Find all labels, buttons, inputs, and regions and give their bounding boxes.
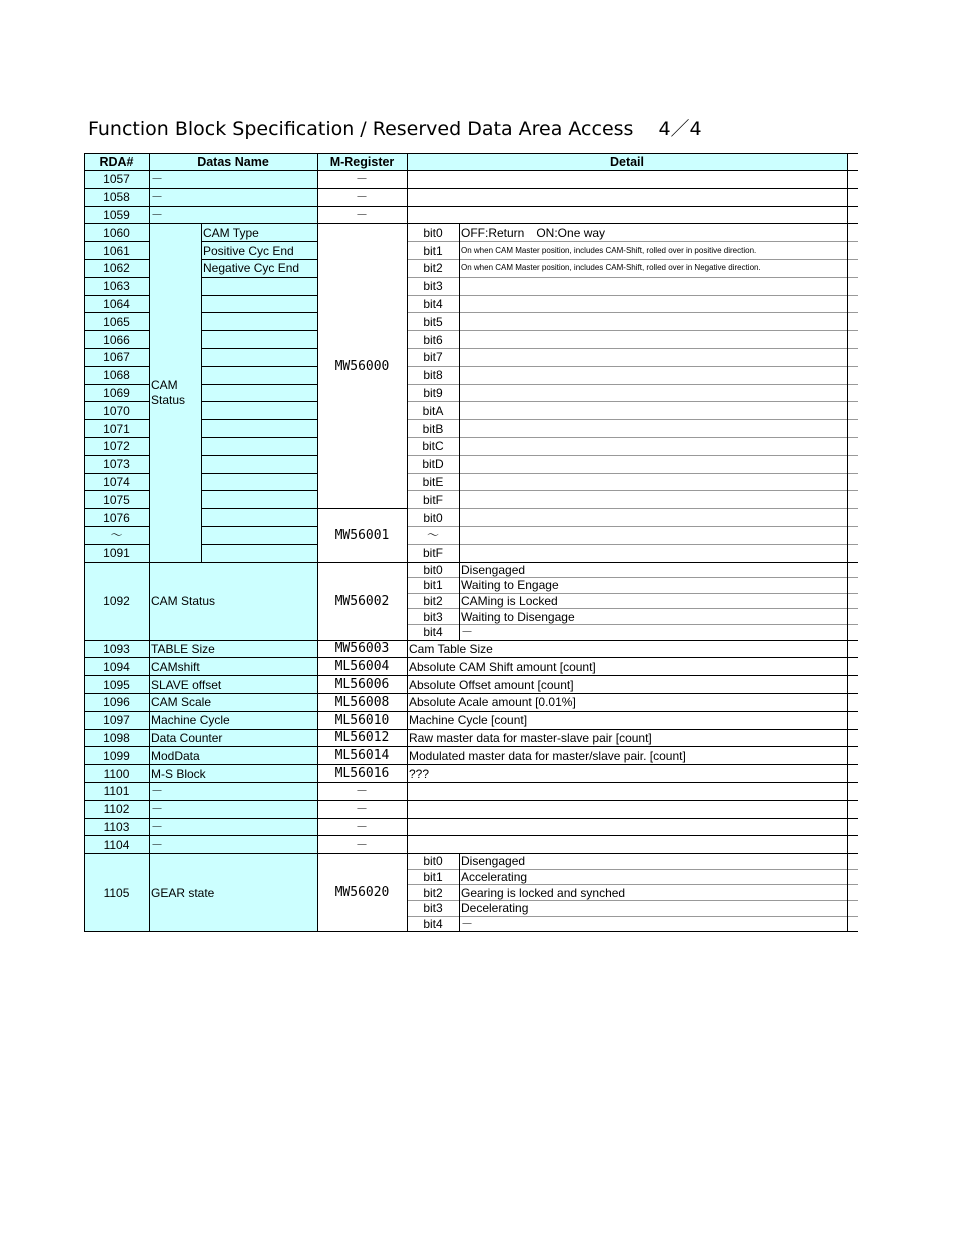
data-name: －	[151, 207, 164, 222]
grid-hline	[84, 348, 149, 349]
rda-number: 1070	[103, 403, 130, 418]
grid-hline	[201, 384, 317, 385]
bit-label: bitA	[422, 403, 444, 418]
data-name: SLAVE offset	[151, 677, 222, 692]
grid-hline	[84, 931, 858, 932]
bit-label: bit6	[423, 332, 443, 347]
m-register: ML56010	[334, 712, 390, 728]
grid-hline	[407, 366, 858, 367]
rda-number: 1075	[103, 492, 130, 507]
m-register: ML56014	[334, 748, 390, 764]
bit-label: bit3	[423, 901, 443, 916]
bit-description: CAMing is Locked	[461, 594, 558, 609]
rda-number: 1067	[103, 350, 130, 365]
bit-description: Gearing is locked and synched	[461, 885, 626, 900]
page-title: Function Block Specification / Reserved Data Area Access 4／4	[88, 118, 702, 140]
detail: Machine Cycle [count]	[409, 713, 528, 728]
data-name: M-S Block	[151, 766, 206, 781]
grid-hline	[84, 401, 149, 402]
bit-description: Disengaged	[461, 562, 526, 577]
grid-hline	[84, 544, 149, 545]
grid-hline	[407, 295, 858, 296]
grid-hline	[201, 401, 317, 402]
grid-hline	[201, 241, 317, 242]
bit-label: bit0	[423, 854, 443, 869]
data-name: －	[151, 802, 164, 817]
grid-hline	[84, 693, 149, 694]
rda-number: 1057	[103, 172, 130, 187]
rda-number: ～	[110, 528, 123, 543]
rda-number: 1094	[103, 659, 130, 674]
grid-hline	[407, 401, 858, 402]
grid-hline	[201, 490, 317, 491]
bit-label: bit5	[423, 314, 443, 329]
bit-description: Accelerating	[461, 870, 528, 885]
grid-hline	[149, 800, 858, 801]
bit-label: bitD	[422, 457, 444, 472]
grid-hline	[407, 437, 858, 438]
bit-description: －	[461, 625, 474, 640]
rda-number: 1098	[103, 730, 130, 745]
grid-hline	[407, 384, 858, 385]
rda-number: 1095	[103, 677, 130, 692]
grid-hline	[149, 764, 858, 765]
bit-description: Decelerating	[461, 901, 529, 916]
grid-hline	[84, 330, 149, 331]
m-register: ML56008	[334, 694, 390, 710]
data-name: －	[151, 190, 164, 205]
bit-label: bit3	[423, 279, 443, 294]
bit-description: OFF:Return ON:One way	[461, 225, 606, 240]
mreg-group: MW56000	[334, 358, 390, 374]
grid-hline	[149, 782, 858, 783]
grid-hline	[201, 508, 317, 509]
rda-table	[84, 153, 858, 932]
bit-label: bit4	[423, 916, 443, 931]
grid-hline	[407, 916, 858, 917]
grid-hline	[84, 782, 149, 783]
rda-number: 1072	[103, 439, 130, 454]
grid-hline	[84, 188, 149, 189]
rda-number: 1059	[103, 207, 130, 222]
header-m-register: M-Register	[317, 153, 407, 171]
bit-description: Waiting to Engage	[461, 578, 559, 593]
header-detail: Detail	[407, 153, 847, 171]
grid-hline	[149, 675, 858, 676]
m-register: －	[355, 837, 368, 852]
grid-hline	[84, 366, 149, 367]
m-register: ML56016	[334, 766, 390, 782]
grid-hline	[407, 593, 858, 594]
grid-hline	[201, 437, 317, 438]
grid-hline	[407, 473, 858, 474]
bit-description: Disengaged	[461, 854, 526, 869]
bit-description: On when CAM Master position, includes CAM-Shift, rolled over in positive direction.	[461, 245, 757, 255]
grid-hline	[84, 562, 149, 563]
grid-hline	[407, 241, 858, 242]
rda-number: 1074	[103, 474, 130, 489]
grid-hline	[201, 419, 317, 420]
grid-vline	[459, 854, 460, 932]
rda-number: 1076	[103, 510, 130, 525]
grid-hline	[84, 384, 149, 385]
data-name: Data Counter	[151, 730, 223, 745]
grid-hline	[149, 835, 858, 836]
grid-vline	[407, 153, 408, 932]
grid-hline	[407, 490, 858, 491]
rda-number: 1102	[103, 802, 130, 817]
rda-number: 1063	[103, 279, 130, 294]
grid-hline	[84, 675, 149, 676]
grid-hline	[84, 259, 149, 260]
grid-hline	[407, 330, 858, 331]
grid-hline	[201, 277, 317, 278]
m-register: MW56020	[334, 885, 390, 901]
rda-number: 1064	[103, 296, 130, 311]
bit-label: bit0	[423, 510, 443, 525]
rda-number: 1105	[103, 885, 130, 900]
bit-description: Waiting to Disengage	[461, 609, 575, 624]
rda-number: 1100	[103, 766, 130, 781]
data-name: CAM Status	[151, 594, 216, 609]
m-register: ML56012	[334, 730, 390, 746]
detail: ???	[409, 766, 430, 781]
grid-hline	[407, 508, 858, 509]
grid-hline	[149, 206, 858, 207]
data-name: －	[151, 837, 164, 852]
grid-hline	[84, 153, 858, 154]
grid-hline	[149, 562, 858, 563]
grid-hline	[84, 835, 149, 836]
grid-hline	[407, 312, 858, 313]
grid-hline	[84, 818, 149, 819]
grid-hline	[84, 419, 149, 420]
grid-hline	[84, 729, 149, 730]
m-register: －	[355, 207, 368, 222]
grid-hline	[201, 455, 317, 456]
grid-vline	[84, 153, 85, 932]
bit-description: －	[461, 916, 474, 931]
rda-number: 1060	[103, 225, 130, 240]
bit-label: bit7	[423, 350, 443, 365]
bit-label: bitF	[422, 546, 443, 561]
grid-hline	[201, 330, 317, 331]
m-register: －	[355, 802, 368, 817]
data-name: GEAR state	[151, 885, 215, 900]
rda-number: 1093	[103, 641, 130, 656]
grid-hline	[201, 312, 317, 313]
grid-hline	[149, 711, 858, 712]
grid-hline	[84, 526, 149, 527]
bit-label: bit1	[423, 578, 443, 593]
rda-number: 1068	[103, 368, 130, 383]
grid-hline	[84, 437, 149, 438]
rda-number: 1104	[103, 837, 130, 852]
rda-number: 1069	[103, 385, 130, 400]
grid-hline	[149, 693, 858, 694]
grid-hline	[149, 640, 858, 641]
bit-label: bitB	[422, 421, 444, 436]
rda-number: 1091	[103, 546, 130, 561]
sub-name: Negative Cyc End	[203, 261, 300, 276]
data-name: －	[151, 819, 164, 834]
grid-hline	[201, 544, 317, 545]
grid-vline	[201, 224, 202, 562]
grid-vline	[459, 224, 460, 562]
grid-hline	[149, 223, 858, 224]
grid-hline	[149, 657, 858, 658]
data-name: －	[151, 172, 164, 187]
m-register: ML56004	[334, 659, 390, 675]
grid-hline	[149, 729, 858, 730]
grid-hline	[407, 544, 858, 545]
grid-hline	[407, 526, 858, 527]
grid-hline	[84, 853, 149, 854]
rda-number: 1097	[103, 713, 130, 728]
detail: Cam Table Size	[409, 641, 493, 656]
grid-hline	[201, 473, 317, 474]
bit-label: bit4	[423, 296, 443, 311]
grid-hline	[407, 869, 858, 870]
grid-hline	[84, 295, 149, 296]
grid-hline	[201, 295, 317, 296]
rda-number: 1062	[103, 261, 130, 276]
header-datas-name: Datas Name	[149, 153, 317, 171]
grid-hline	[407, 900, 858, 901]
grid-hline	[407, 884, 858, 885]
m-register: －	[355, 190, 368, 205]
grid-hline	[84, 657, 149, 658]
grid-hline	[84, 764, 149, 765]
bit-label: bit3	[423, 609, 443, 624]
rda-number: 1103	[103, 819, 130, 834]
rda-number: 1096	[103, 695, 130, 710]
bit-label: bitC	[422, 439, 444, 454]
detail: Absolute Offset amount [count]	[409, 677, 574, 692]
grid-hline	[407, 419, 858, 420]
rda-number: 1101	[103, 784, 130, 799]
bit-label: bitF	[422, 492, 443, 507]
data-name: TABLE Size	[151, 641, 215, 656]
bit-label: bit4	[423, 625, 443, 640]
sub-name: CAM Type	[203, 225, 259, 240]
bit-label: bit1	[423, 243, 443, 258]
bit-description: On when CAM Master position, includes CAM-Shift, rolled over in Negative direction.	[461, 263, 761, 273]
grid-hline	[407, 624, 858, 625]
grid-hline	[201, 259, 317, 260]
grid-hline	[201, 526, 317, 527]
grid-hline	[84, 170, 858, 171]
grid-hline	[407, 259, 858, 260]
bit-label: bitE	[422, 474, 444, 489]
detail: Absolute CAM Shift amount [count]	[409, 659, 596, 674]
grid-hline	[201, 348, 317, 349]
data-name: CAMshift	[151, 659, 200, 674]
grid-hline	[84, 490, 149, 491]
m-register: MW56002	[334, 593, 390, 609]
grid-vline	[459, 562, 460, 640]
detail: Raw master data for master-slave pair [count]	[409, 730, 652, 745]
m-register: －	[355, 172, 368, 187]
grid-hline	[84, 711, 149, 712]
bit-label: bit9	[423, 385, 443, 400]
rda-number: 1066	[103, 332, 130, 347]
bit-label: bit0	[423, 225, 443, 240]
rda-number: 1071	[103, 421, 130, 436]
data-name: Machine Cycle	[151, 713, 230, 728]
grid-hline	[84, 746, 149, 747]
grid-hline	[317, 508, 407, 509]
grid-hline	[84, 800, 149, 801]
data-name: －	[151, 784, 164, 799]
grid-hline	[407, 277, 858, 278]
group-label-cam-status: CAM Status	[151, 377, 186, 407]
rda-number: 1065	[103, 314, 130, 329]
header-rda: RDA#	[84, 153, 149, 171]
grid-hline	[84, 223, 149, 224]
mreg-group: MW56001	[334, 527, 390, 543]
grid-hline	[84, 508, 149, 509]
grid-hline	[84, 455, 149, 456]
grid-hline	[149, 818, 858, 819]
grid-hline	[149, 746, 858, 747]
m-register: ML56006	[334, 677, 390, 693]
grid-hline	[84, 241, 149, 242]
grid-hline	[149, 853, 858, 854]
grid-hline	[149, 188, 858, 189]
sub-name: Positive Cyc End	[203, 243, 294, 258]
grid-vline	[317, 153, 318, 932]
grid-hline	[84, 206, 149, 207]
data-name: ModData	[151, 748, 200, 763]
grid-hline	[84, 277, 149, 278]
bit-label: bit2	[423, 885, 443, 900]
detail: Absolute Acale amount [0.01%]	[409, 695, 576, 710]
m-register: －	[355, 784, 368, 799]
rda-number: 1058	[103, 190, 130, 205]
m-register: －	[355, 819, 368, 834]
rda-number: 1099	[103, 748, 130, 763]
grid-hline	[407, 577, 858, 578]
grid-hline	[407, 608, 858, 609]
grid-vline	[847, 153, 848, 932]
grid-vline	[149, 153, 150, 932]
grid-hline	[201, 366, 317, 367]
m-register: MW56003	[334, 641, 390, 657]
data-name: CAM Scale	[151, 695, 212, 710]
grid-hline	[407, 348, 858, 349]
grid-hline	[84, 312, 149, 313]
bit-label: bit2	[423, 594, 443, 609]
bit-label: bit2	[423, 261, 443, 276]
bit-label: ～	[426, 528, 439, 543]
bit-label: bit8	[423, 368, 443, 383]
rda-number: 1073	[103, 457, 130, 472]
bit-label: bit0	[423, 562, 443, 577]
rda-number: 1092	[103, 594, 130, 609]
grid-hline	[84, 473, 149, 474]
detail: Modulated master data for master/slave pair. [count]	[409, 748, 686, 763]
rda-number: 1061	[103, 243, 130, 258]
grid-hline	[84, 640, 149, 641]
bit-label: bit1	[423, 870, 443, 885]
grid-hline	[407, 455, 858, 456]
